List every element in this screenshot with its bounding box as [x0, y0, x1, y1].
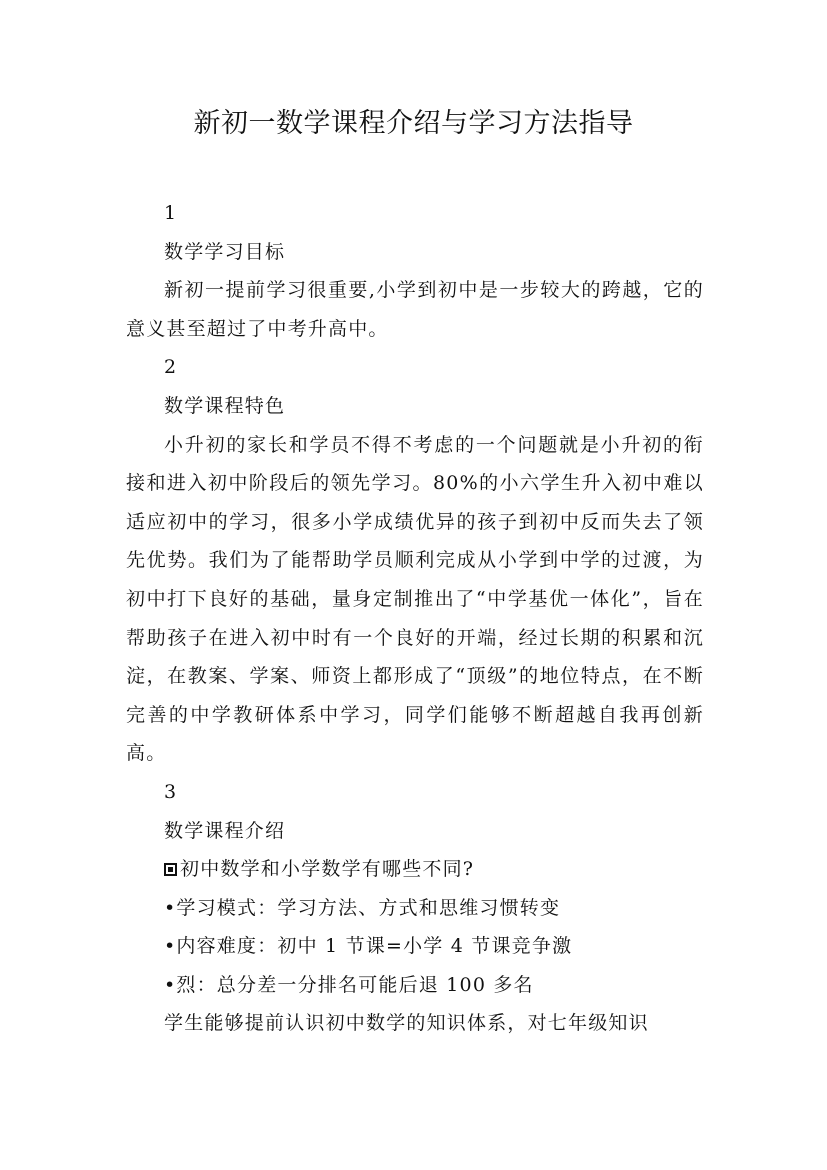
checkbox-square-icon	[164, 863, 177, 876]
section-1-number: 1	[164, 202, 178, 224]
section-3-number: 3	[164, 780, 178, 803]
section-3-paragraph: 学生能够提前认识初中数学的知识体系，对七年级知识	[164, 1012, 649, 1035]
bullet-item: •烈：总分差一分排名可能后退 100 多名	[164, 973, 534, 996]
bullet-item: •内容难度：初中 1 节课=小学 4 节课竞争激	[164, 935, 573, 958]
section-2-heading: 数学课程特色	[164, 394, 286, 417]
document-title: 新初一数学课程介绍与学习方法指导	[193, 108, 634, 139]
section-2-paragraph: 小升初的家长和学员不得不考虑的一个问题就是小升初的衔接和进入初中阶段后的领先学习。80%的小六学生升入初中难以适应初中的学习，很多小学成绩优异的孩子到初中反而失去了领先优势。我们为了能帮助学员顺利完成从小学到中学的过渡，为初中打下良好的基础，量身定制推出了“中学基优一体化”，旨在帮助孩子在进入初中时有一个良好的开端，经过长期的积累和沉淀，在教案、学案、师资上都形成了“顶级”的地位特点，在不断完善的中学教研体系中学习，同学们能够不断超越自我再创新高。	[126, 433, 704, 765]
section-2-number: 2	[164, 356, 178, 379]
document-body	[126, 194, 704, 1043]
section-3-heading: 数学课程介绍	[164, 819, 286, 842]
section-3-question	[126, 850, 704, 889]
section-1-paragraph: 新初一提前学习很重要,小学到初中是一步较大的跨越，它的意义甚至超过了中考升高中。	[126, 279, 704, 340]
section-1-heading: 数学学习目标	[164, 240, 286, 263]
question-text: 初中数学和小学数学有哪些不同?	[180, 858, 475, 881]
bullet-item: •学习模式：学习方法、方式和思维习惯转变	[164, 896, 561, 919]
